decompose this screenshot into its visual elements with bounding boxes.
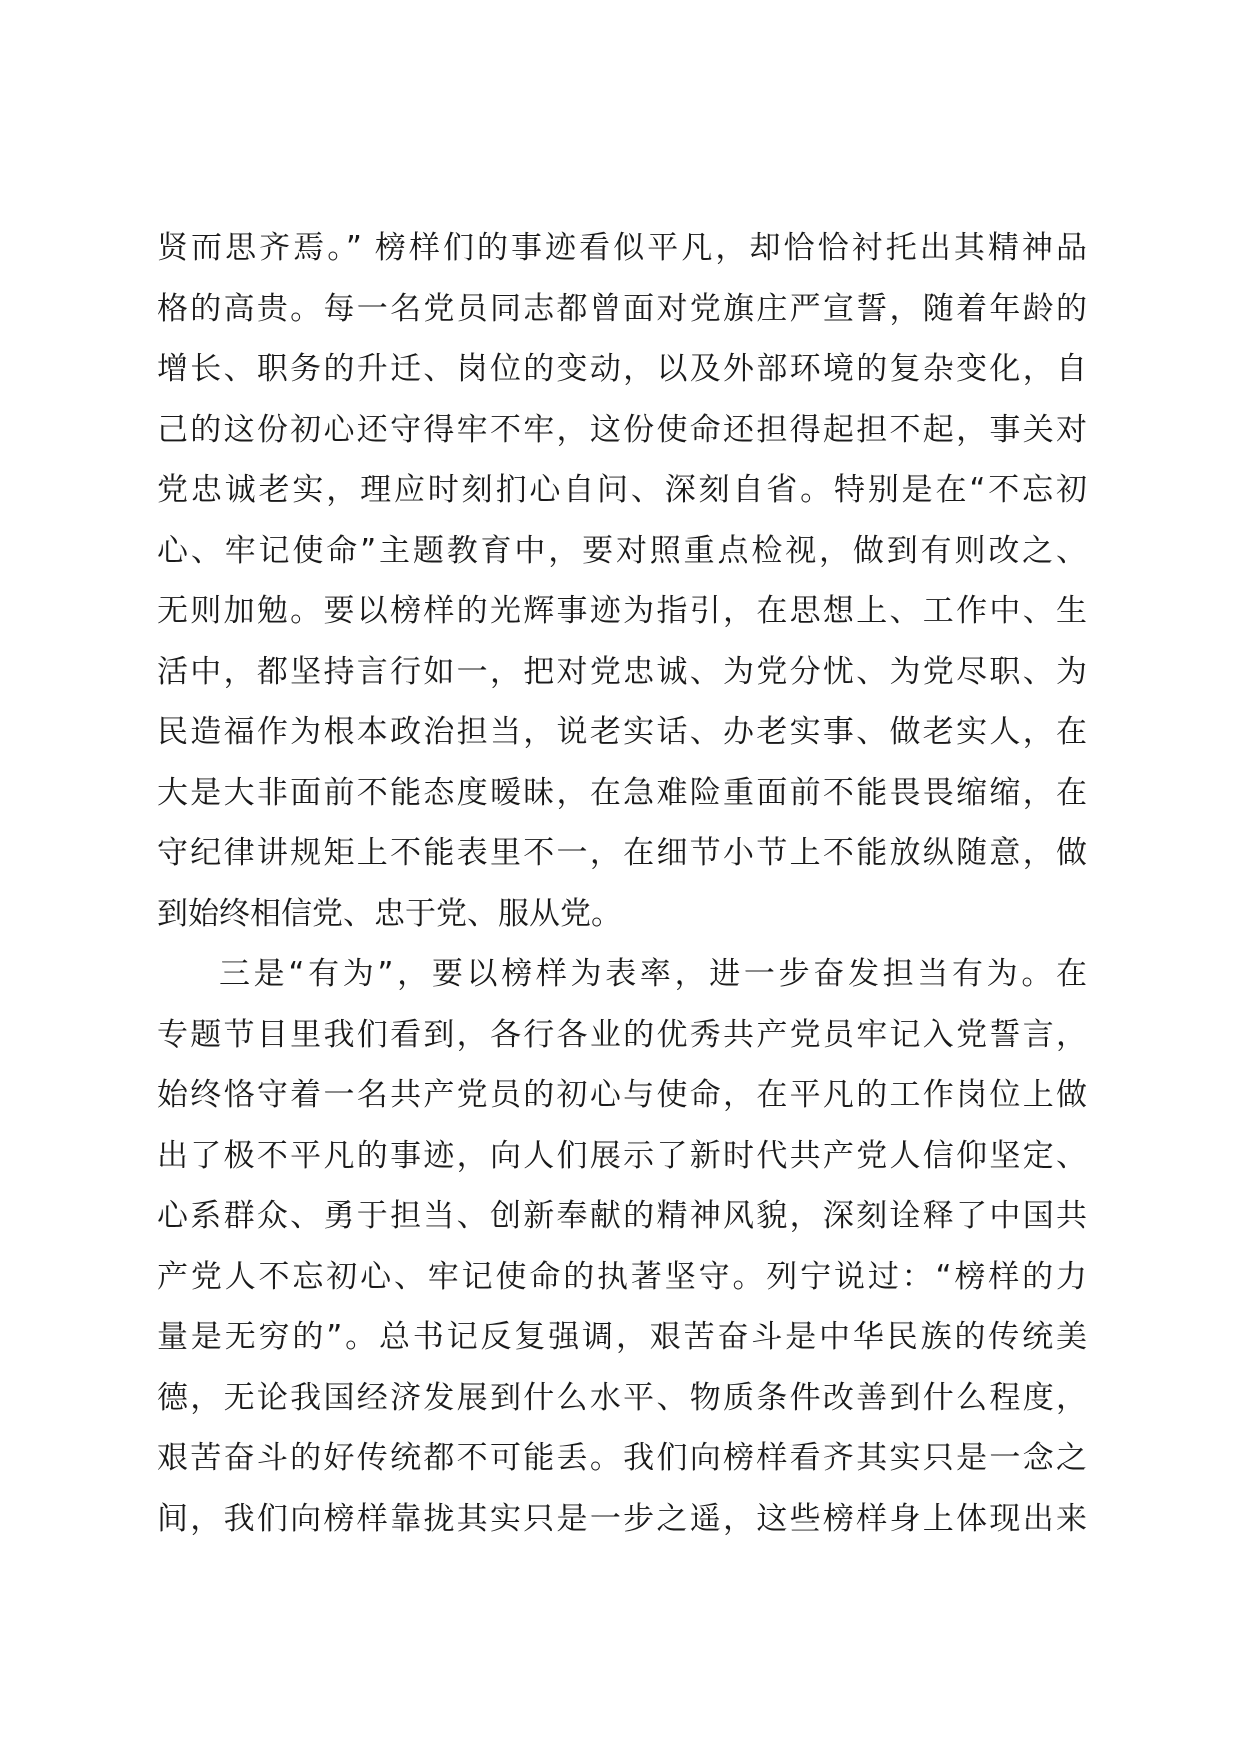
text-line: 大是大非面前不能态度暧昧，在急难险重面前不能畏畏缩缩，在 <box>157 774 1087 811</box>
text-line: 到始终相信党、忠于党、服从党。 <box>157 895 622 932</box>
text-line: 无则加勉。要以榜样的光辉事迹为指引，在思想上、工作中、生 <box>157 593 1087 629</box>
text-line: 己的这份初心还守得牢不牢，这份使命还担得起担不起，事关对 <box>157 411 1087 448</box>
text-line: 格的高贵。每一名党员同志都曾面对党旗庄严宣誓，随着年龄的 <box>157 290 1087 327</box>
text-line: 产党人不忘初心、牢记使命的执著坚守。列宁说过：“榜样的力 <box>157 1258 1087 1295</box>
text-line: 艰苦奋斗的好传统都不可能丢。我们向榜样看齐其实只是一念之 <box>157 1440 1087 1476</box>
text-line: 量是无穷的”。总书记反复强调，艰苦奋斗是中华民族的传统美 <box>157 1319 1087 1355</box>
text-line: 始终恪守着一名共产党员的初心与使命，在平凡的工作岗位上做 <box>157 1077 1087 1113</box>
text-line: 民造福作为根本政治担当，说老实话、办老实事、做老实人，在 <box>157 714 1087 750</box>
paragraph-2 <box>157 944 1087 1549</box>
text-line: 守纪律讲规矩上不能表里不一，在细节小节上不能放纵随意，做 <box>157 835 1087 871</box>
body-text <box>157 218 1087 1549</box>
paragraph-1 <box>157 218 1087 944</box>
text-line: 专题节目里我们看到，各行各业的优秀共产党员牢记入党誓言， <box>157 1016 1087 1053</box>
text-line: 心系群众、勇于担当、创新奉献的精神风貌，深刻诠释了中国共 <box>157 1198 1087 1234</box>
text-line: 活中，都坚持言行如一，把对党忠诚、为党分忧、为党尽职、为 <box>157 653 1087 690</box>
text-line: 增长、职务的升迁、岗位的变动，以及外部环境的复杂变化，自 <box>157 351 1087 387</box>
text-line: 三是“有为”，要以榜样为表率，进一步奋发担当有为。在 <box>219 956 1087 992</box>
text-line: 德，无论我国经济发展到什么水平、物质条件改善到什么程度， <box>157 1379 1087 1416</box>
text-line: 间，我们向榜样靠拢其实只是一步之遥，这些榜样身上体现出来 <box>157 1500 1087 1537</box>
text-line: 贤而思齐焉。” 榜样们的事迹看似平凡，却恰恰衬托出其精神品 <box>157 230 1087 266</box>
text-line: 心、牢记使命”主题教育中，要对照重点检视，做到有则改之、 <box>157 532 1087 569</box>
text-line: 党忠诚老实，理应时刻扪心自问、深刻自省。特别是在“不忘初 <box>157 472 1087 508</box>
text-line: 出了极不平凡的事迹，向人们展示了新时代共产党人信仰坚定、 <box>157 1137 1087 1174</box>
